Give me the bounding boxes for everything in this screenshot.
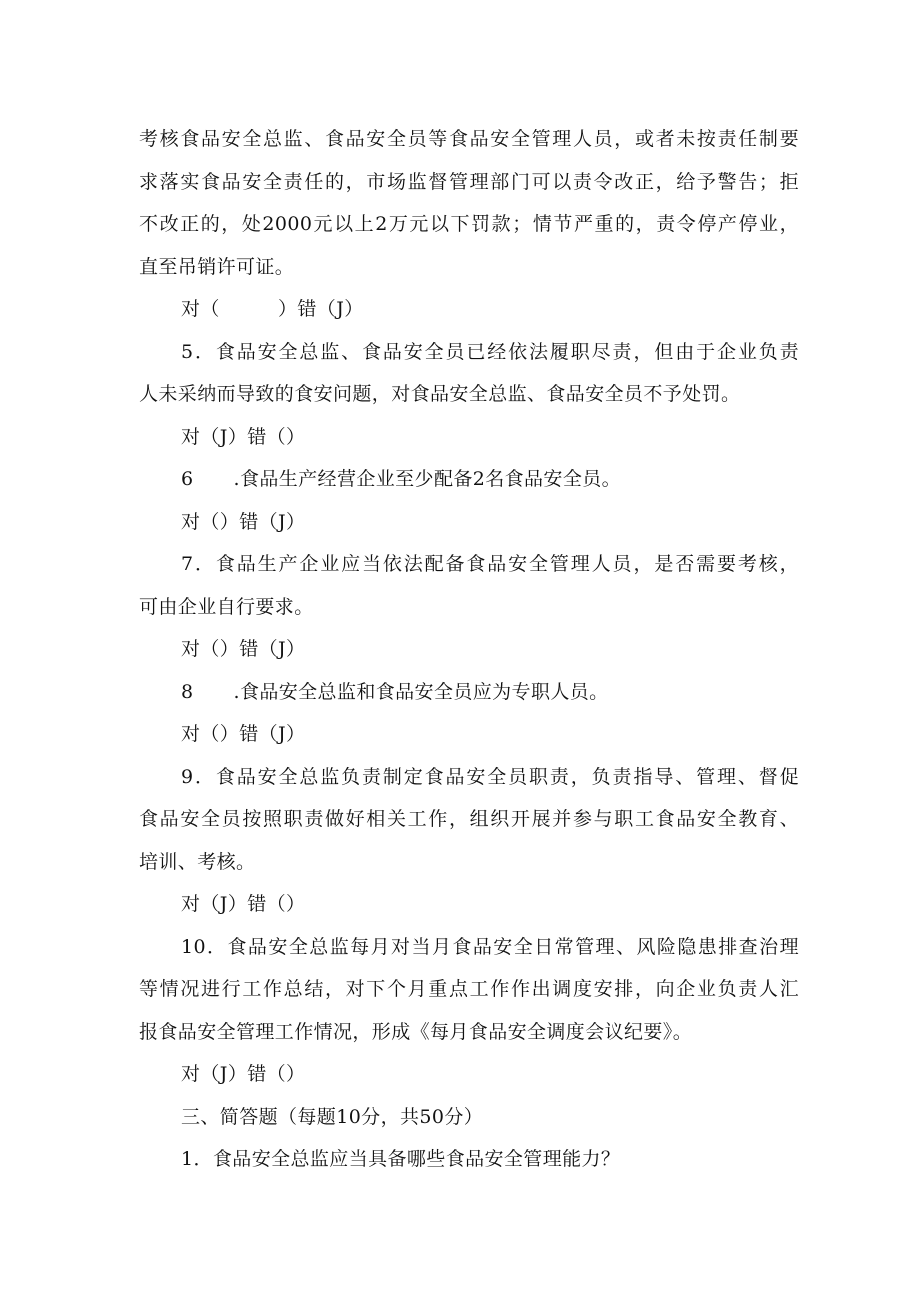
question-8-text: .食品安全总监和食品安全员应为专职人员。 (233, 680, 609, 703)
question-6-number: 6 (181, 468, 194, 490)
section-heading: 三、简答题（每题10分，共50分） (181, 1105, 484, 1128)
question-8-number: 8 (181, 680, 194, 703)
question-6-text: .食品生产经营企业至少配备2名食品安全员。 (233, 468, 622, 490)
question-8 (139, 671, 799, 714)
question-5-line: 人未采纳而导致的食安问题，对食品安全总监、食品安全员不予处罚。 (139, 383, 741, 405)
answer-line-q7: 对（）错（J） (181, 638, 306, 660)
question-10-line: 10．食品安全总监每月对当月食品安全日常管理、风险隐患排查治理 (181, 935, 799, 958)
question-7-line: 7．食品生产企业应当依法配备食品安全管理人员，是否需要考核， (181, 553, 799, 575)
question-10-line: 报食品安全管理工作情况，形成《每月食品安全调度会议纪要》。 (139, 1020, 693, 1043)
question-5-line: 5．食品安全总监、食品安全员已经依法履职尽责，但由于企业负责 (181, 340, 799, 363)
answer-line-q9: 对（J）错（） (181, 893, 306, 915)
question-6 (139, 458, 799, 501)
question-9-line: 培训、考核。 (139, 850, 256, 873)
paragraph-line: 求落实食品安全责任的，市场监督管理部门可以责令改正，给予警告；拒 (139, 170, 799, 193)
answer-line-q8: 对（）错（J） (181, 723, 306, 745)
question-7-line: 可由企业自行要求。 (139, 595, 314, 618)
question-9-line: 9．食品安全总监负责制定食品安全员职责，负责指导、管理、督促 (181, 765, 799, 788)
question-9-line: 食品安全员按照职责做好相关工作，组织开展并参与职工食品安全教育、 (139, 808, 799, 830)
answer-line-q6: 对（）错（J） (181, 510, 306, 533)
answer-line-q5: 对（J）错（） (181, 425, 306, 448)
paragraph-line: 不改正的，处2000元以上2万元以下罚款；情节严重的，责令停产停业， (139, 213, 799, 235)
paragraph-line: 直至吊销许可证。 (139, 255, 295, 278)
document-body (139, 118, 799, 1181)
question-10-line: 等情况进行工作总结，对下个月重点工作作出调度安排，向企业负责人汇 (139, 978, 799, 1000)
answer-line-q10: 对（J）错（） (181, 1063, 306, 1085)
short-answer-question-1: 1．食品安全总监应当具备哪些食品安全管理能力？ (181, 1148, 621, 1170)
answer-line-q4: 对（ ）错（J） (181, 298, 364, 320)
paragraph-line: 考核食品安全总监、食品安全员等食品安全管理人员，或者未按责任制要 (139, 128, 799, 150)
